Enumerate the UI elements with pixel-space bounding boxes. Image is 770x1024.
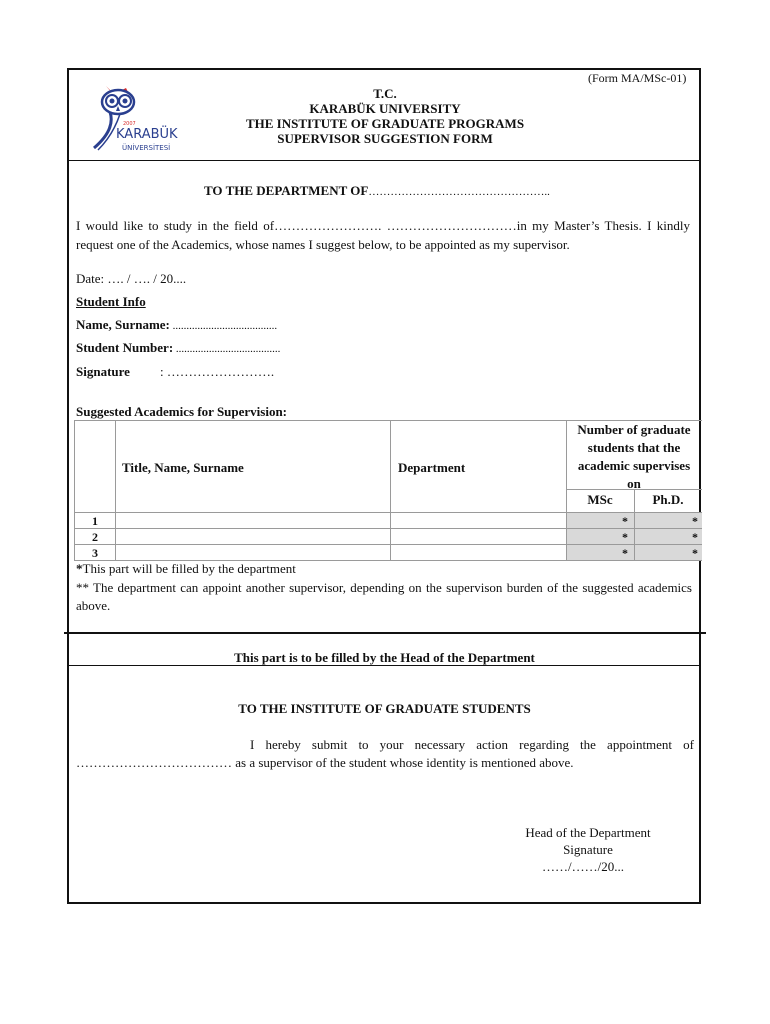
- logo-subname: ÜNİVERSİTESİ: [122, 144, 171, 152]
- name-dots: ......................................: [169, 320, 278, 332]
- head-of-department-label: Head of the Department: [525, 825, 651, 840]
- form-code: (Form MA/MSc-01): [588, 71, 687, 85]
- col-department-header: Department: [398, 460, 466, 475]
- header-institute: THE INSTITUTE OF GRADUATE PROGRAMS: [245, 116, 525, 131]
- suggested-academics-title: Suggested Academics for Supervision:: [76, 404, 288, 419]
- row-phd-value: *: [692, 514, 698, 528]
- row-msc-value: *: [622, 546, 628, 560]
- to-institute-title: TO THE INSTITUTE OF GRADUATE STUDENTS: [238, 701, 531, 716]
- university-logo: [80, 80, 178, 158]
- header-form-title: SUPERVISOR SUGGESTION FORM: [277, 131, 493, 146]
- col-count-header-2: students that the: [587, 440, 681, 455]
- table-line: [390, 420, 391, 560]
- table-line: [74, 512, 702, 513]
- row-number: 3: [92, 546, 98, 560]
- col-count-header-3: academic supervises: [577, 458, 691, 473]
- row-number: 1: [92, 514, 98, 528]
- head-signature-label: Signature: [563, 842, 613, 857]
- row-msc-value: *: [622, 514, 628, 528]
- student-info-title: Student Info: [76, 294, 146, 309]
- note-text: This part will be filled by the department: [82, 561, 296, 576]
- row-phd-value: *: [692, 530, 698, 544]
- submit-paragraph: I hereby submit to your necessary action regarding the appointment of ……………………………… as a supervisor of the student whose identity is mentioned above.: [76, 737, 694, 770]
- note-asterisk: *: [76, 561, 83, 576]
- head-section-divider: [69, 665, 700, 666]
- section-divider-thick: [64, 632, 706, 634]
- table-line: [115, 420, 116, 560]
- to-department-line: [204, 183, 550, 199]
- name-line: [76, 317, 277, 333]
- header-tc: T.C.: [373, 86, 397, 101]
- head-section-title: This part is to be filled by the Head of the Department: [234, 650, 535, 665]
- student-number-dots: ......................................: [173, 343, 281, 355]
- owl-logo-icon: [80, 80, 178, 158]
- signature-label: Signature: [76, 364, 130, 379]
- col-msc-header: MSc: [587, 492, 613, 507]
- table-line: [74, 420, 75, 560]
- student-number-line: [76, 340, 280, 356]
- col-title-name-header: Title, Name, Surname: [122, 460, 244, 475]
- col-count-header-1: Number of graduate: [577, 422, 691, 437]
- to-department-dots: …………………………………………..: [368, 186, 550, 198]
- header-university: KARABÜK UNIVERSITY: [309, 101, 461, 116]
- name-label: Name, Surname:: [76, 317, 170, 332]
- note-department-fill: [76, 561, 296, 577]
- col-count-header-4: on: [627, 476, 641, 491]
- row-phd-value: *: [692, 546, 698, 560]
- col-phd-header: Ph.D.: [652, 492, 684, 507]
- request-paragraph: I would like to study in the field of……………………. …………………………in my Master’s Thesis. I kindly request one of the Academics, whose names I suggest below, to be appointed as my supervisor.: [76, 218, 690, 252]
- row-msc-value: *: [622, 530, 628, 544]
- to-department-label: TO THE DEPARTMENT OF: [204, 183, 369, 198]
- date-line: Date: …. / …. / 20....: [76, 271, 187, 286]
- table-line: [74, 420, 702, 421]
- student-number-label: Student Number:: [76, 340, 174, 355]
- signature-value: : …………………….: [160, 364, 275, 379]
- logo-year: 2007: [123, 121, 136, 127]
- head-date: ……/……/20...: [542, 859, 624, 874]
- row-number: 2: [92, 530, 98, 544]
- logo-name: KARABÜK: [116, 127, 178, 142]
- header-divider: [69, 160, 700, 161]
- note-department-appoint: ** The department can appoint another supervisor, depending on the supervison burden of the suggested academics above.: [76, 580, 692, 613]
